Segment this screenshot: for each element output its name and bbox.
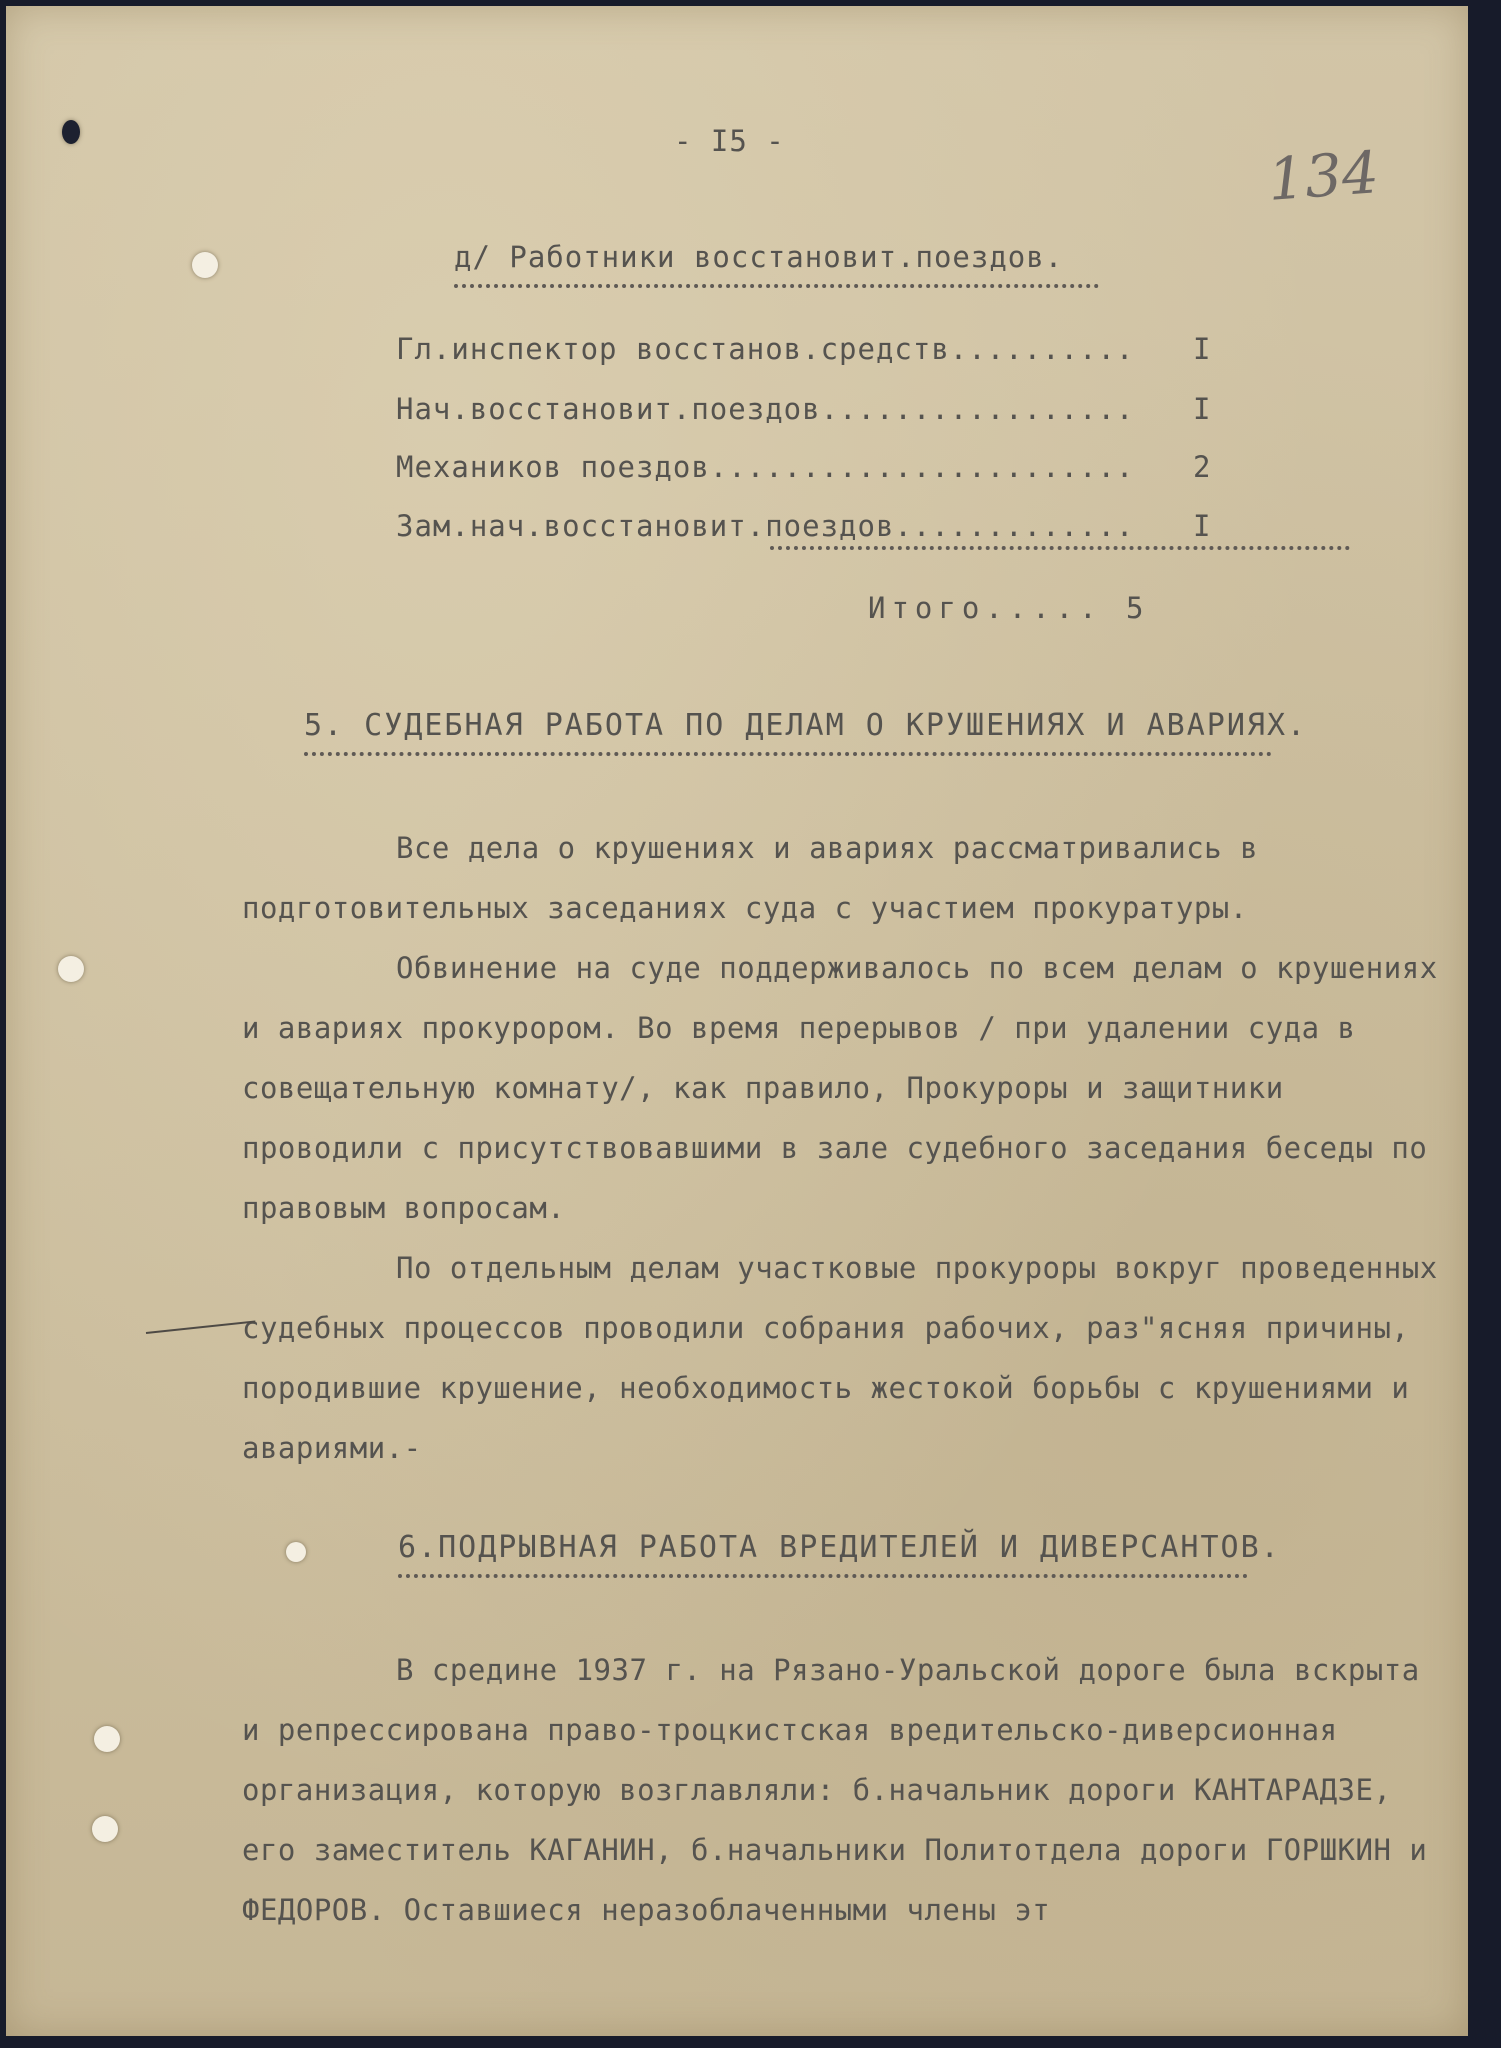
heading-underline bbox=[454, 284, 1099, 288]
punch-hole bbox=[94, 1726, 120, 1752]
staff-role: Механиков поездов....................... bbox=[396, 450, 1135, 484]
paragraph: Все дела о крушениях и авариях рассматривались в подготовительных заседаниях суда с участием прокуратуры. bbox=[242, 831, 1259, 925]
staff-row bbox=[396, 450, 1134, 484]
paragraph: В средине 1937 г. на Рязано-Уральской дороге была вскрыта и репрессирована право-троцкистская вредительско-диверсионная организация, которую возглавляли: б.начальник дороги КАНТАРАДЗЕ, его заместитель КАГАНИН, б.начальники Политотдела дороги ГОРШКИН и ФЕДОРОВ. Оставшиеся неразоблаченными члены эт bbox=[242, 1653, 1428, 1927]
heading-underline bbox=[304, 752, 1272, 756]
total-rule bbox=[770, 546, 1350, 550]
punch-hole bbox=[286, 1542, 306, 1562]
heading-underline bbox=[398, 1574, 1248, 1578]
staff-role: Нач.восстановит.поездов................. bbox=[396, 392, 1135, 426]
section-heading: 6.ПОДРЫВНАЯ РАБОТА ВРЕДИТЕЛЕЙ И ДИВЕРСАНТОВ. bbox=[398, 1530, 1281, 1565]
punch-hole bbox=[62, 120, 80, 144]
staff-count: I bbox=[1193, 392, 1211, 426]
pencil-margin-mark bbox=[146, 1321, 256, 1334]
punch-hole bbox=[58, 956, 84, 982]
staff-role: Зам.нач.восстановит.поездов............. bbox=[396, 509, 1135, 543]
staff-count: I bbox=[1193, 509, 1211, 543]
staff-count: I bbox=[1193, 332, 1211, 366]
punch-hole bbox=[192, 252, 218, 278]
punch-hole bbox=[92, 1816, 118, 1842]
page-number: - I5 - bbox=[674, 124, 785, 158]
staff-role: Гл.инспектор восстанов.средств.......... bbox=[396, 332, 1135, 366]
staff-row bbox=[396, 392, 1134, 426]
staff-count: 2 bbox=[1193, 450, 1211, 484]
paragraph: По отдельным делам участковые прокуроры вокруг проведенных судебных процессов проводили собрания рабочих, раз"ясняя причины, породившие крушение, необходимость жестокой борьбы с крушениями и авариями.- bbox=[242, 1251, 1438, 1465]
document-page bbox=[6, 6, 1468, 2036]
section-heading: 5. СУДЕБНАЯ РАБОТА ПО ДЕЛАМ О КРУШЕНИЯХ И АВАРИЯХ. bbox=[304, 708, 1308, 743]
subsection-heading: д/ Работники восстановит.поездов. bbox=[454, 240, 1064, 274]
archive-folio-number: 134 bbox=[1265, 138, 1381, 214]
staff-row bbox=[396, 509, 1134, 543]
paragraph: Обвинение на суде поддерживалось по всем делам о крушениях и авариях прокурором. Во время перерывов / при удалении суда в совещательную комнату/, как правило, Прокуроры и защитники проводили с присутствовавшими в зале судебного заседания беседы по правовым вопросам. bbox=[242, 951, 1438, 1225]
staff-row bbox=[396, 332, 1134, 366]
total-line: Итого..... 5 bbox=[868, 591, 1150, 625]
